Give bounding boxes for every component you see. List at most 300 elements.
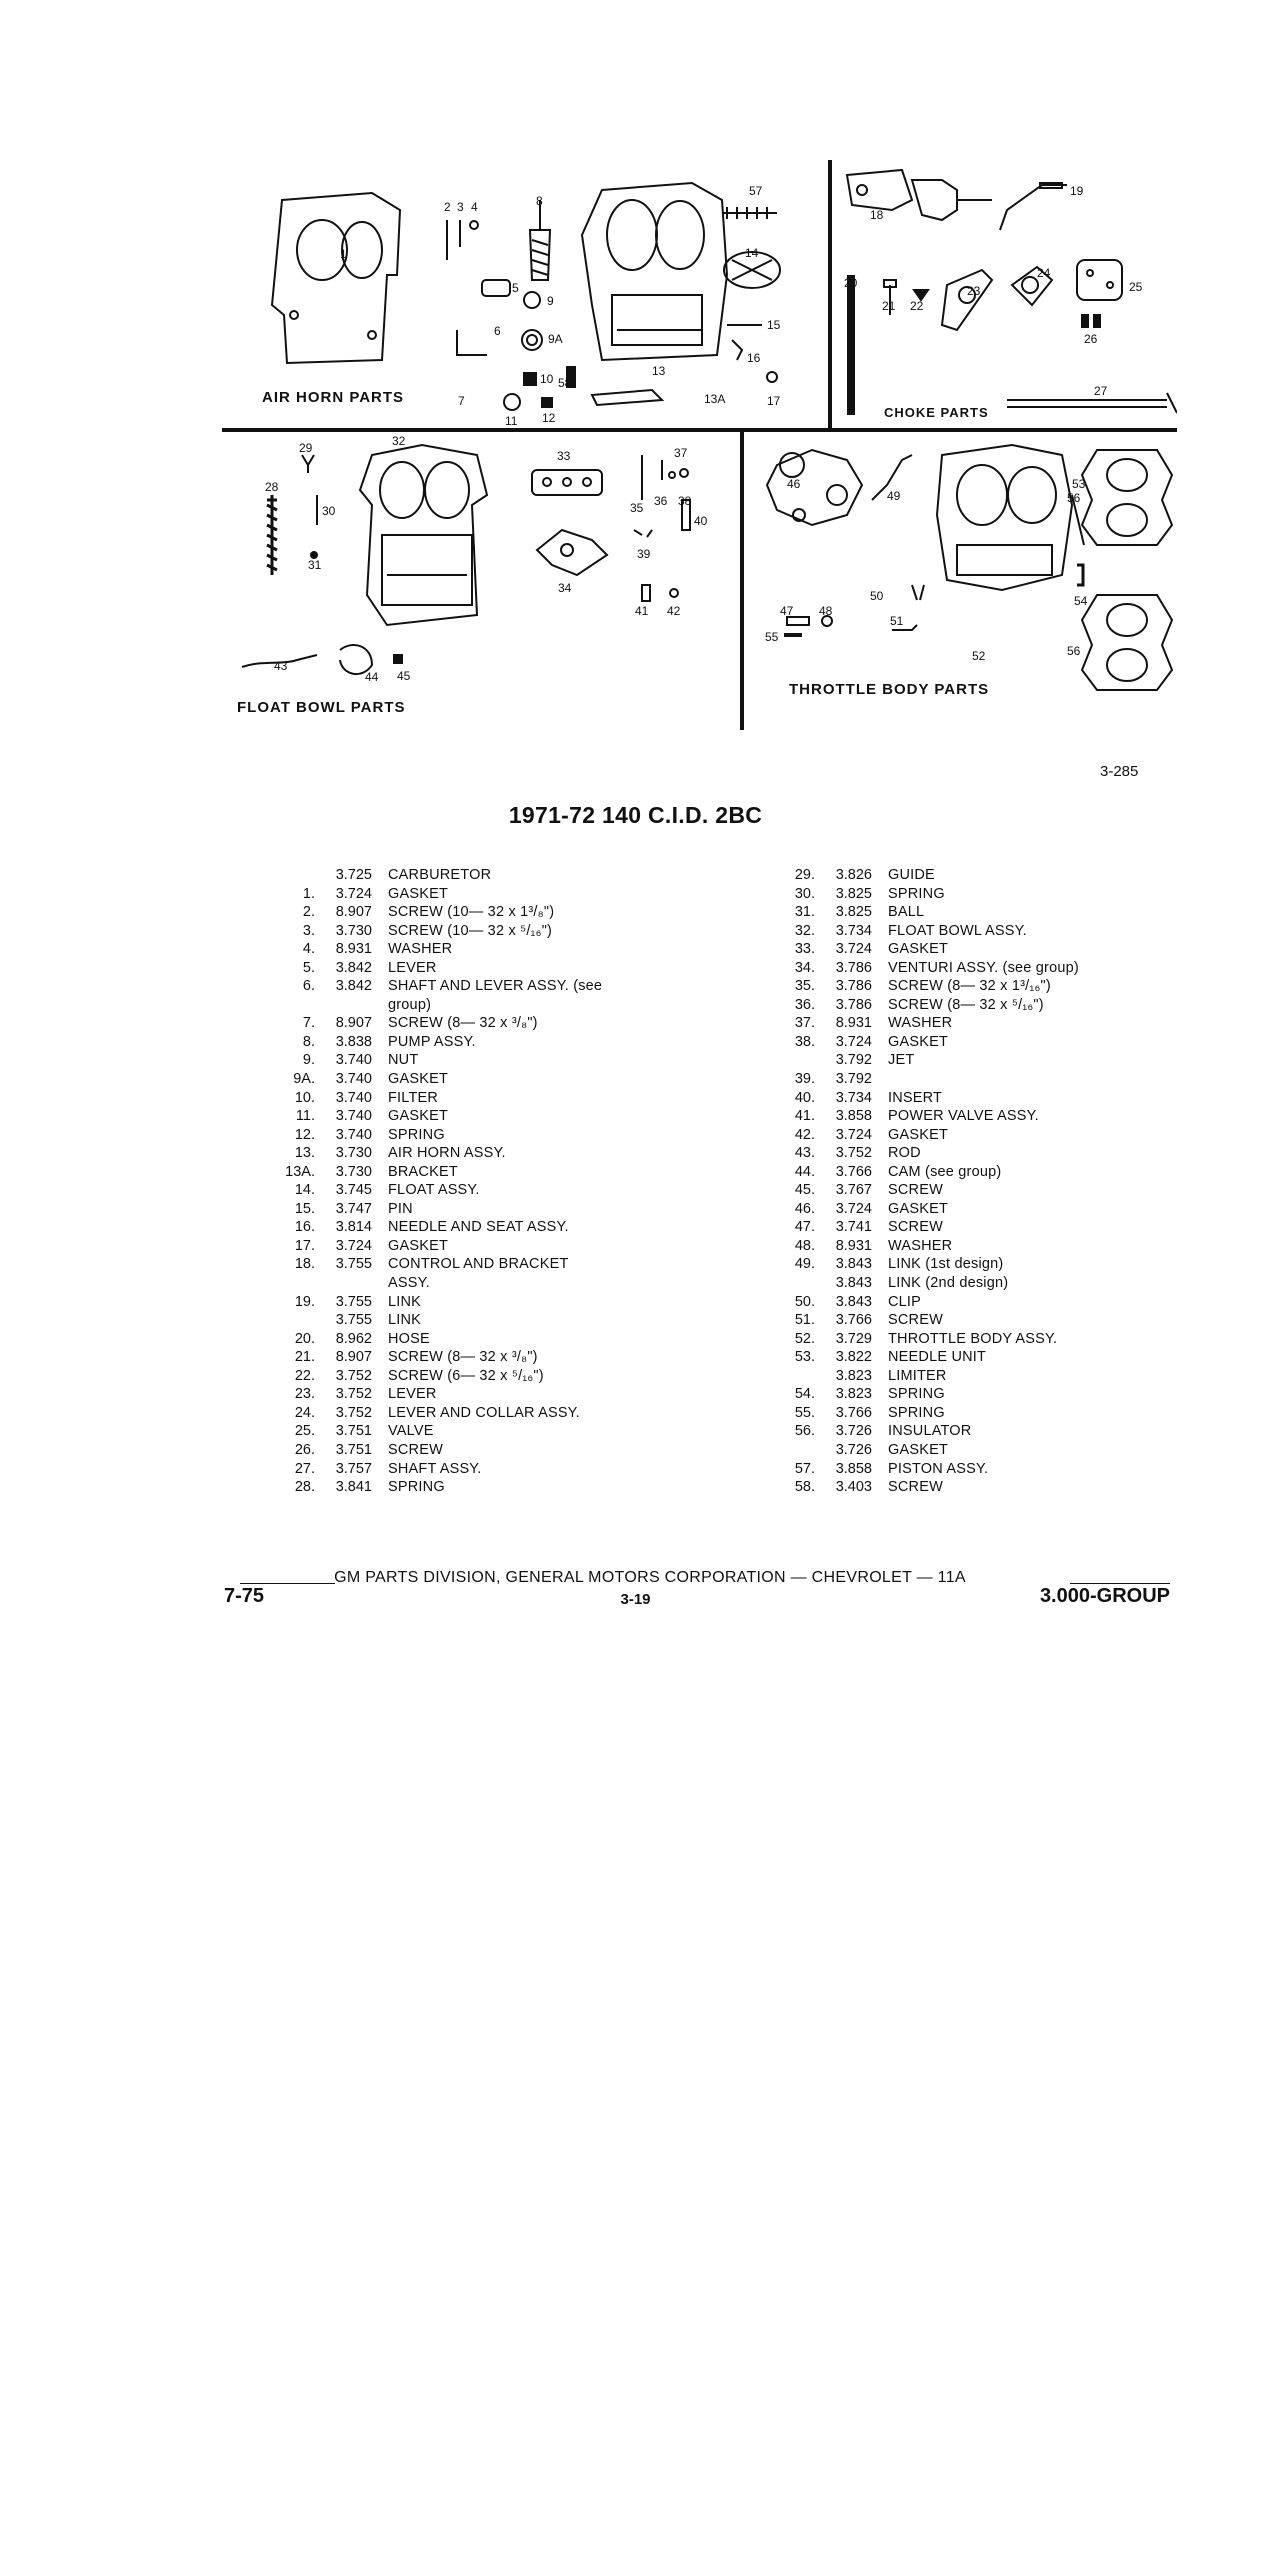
- svg-text:31: 31: [308, 558, 322, 572]
- part-number: [270, 996, 315, 1015]
- svg-text:40: 40: [694, 514, 708, 528]
- group-number: 3.724: [335, 1237, 372, 1254]
- svg-text:17: 17: [767, 394, 781, 408]
- svg-text:11: 11: [505, 414, 518, 428]
- group-number: 3.740: [335, 1108, 372, 1125]
- part-pump-8: [530, 200, 550, 280]
- parts-row: [770, 866, 1170, 885]
- parts-row: [270, 1367, 650, 1386]
- part-description: GASKET: [388, 1071, 449, 1088]
- group-number: 3.823: [835, 1367, 872, 1384]
- part-gasket-56b: [1082, 595, 1172, 690]
- part-number: 28.: [294, 1479, 315, 1496]
- part-number: 53.: [794, 1349, 815, 1366]
- part-number: 3.: [302, 922, 315, 939]
- group-number: 3.730: [335, 922, 372, 939]
- part-number: 22.: [294, 1367, 315, 1384]
- svg-text:22: 22: [910, 299, 924, 313]
- svg-text:51: 51: [890, 614, 904, 628]
- parts-row: [270, 1070, 650, 1089]
- parts-row: [270, 885, 650, 904]
- group-number: 3.740: [335, 1126, 372, 1143]
- part-description: WASHER: [888, 1015, 953, 1032]
- group-number: 3.725: [335, 867, 372, 883]
- parts-row: [770, 1051, 1170, 1070]
- part-description: GASKET: [388, 885, 449, 902]
- parts-row: [770, 1255, 1170, 1274]
- group-number: 3.747: [335, 1200, 372, 1217]
- group-number: 3.825: [835, 885, 872, 902]
- svg-text:41: 41: [635, 604, 649, 618]
- svg-text:26: 26: [1084, 332, 1098, 346]
- part-description: SHAFT AND LEVER ASSY. (see: [388, 978, 603, 995]
- part-description: INSULATOR: [888, 1423, 972, 1440]
- part-description: VALVE: [388, 1423, 434, 1440]
- svg-text:21: 21: [882, 299, 896, 313]
- part-description: SCREW (8— 32 x ³/₈"): [388, 1349, 538, 1366]
- parts-row: [270, 1200, 650, 1219]
- footer-group: 3.000-GROUP: [1039, 1585, 1170, 1607]
- parts-row: [770, 977, 1170, 996]
- parts-row: [770, 922, 1170, 941]
- svg-text:38: 38: [678, 494, 692, 508]
- svg-text:7: 7: [458, 394, 465, 408]
- parts-row: [770, 1274, 1170, 1293]
- part-number: 27.: [294, 1460, 315, 1477]
- part-description: FILTER: [388, 1089, 439, 1106]
- svg-text:2: 2: [444, 200, 451, 214]
- group-number: 3.858: [835, 1460, 872, 1477]
- group-number: 3.786: [835, 959, 872, 976]
- group-number: 3.842: [335, 959, 372, 976]
- group-number: 3.757: [335, 1460, 372, 1477]
- parts-row: [270, 1311, 650, 1330]
- group-number: 3.786: [835, 996, 872, 1013]
- part-number: 33.: [794, 941, 815, 958]
- svg-text:44: 44: [365, 670, 379, 684]
- parts-row: [270, 1385, 650, 1404]
- parts-row: [770, 1460, 1170, 1479]
- group-number: 3.752: [835, 1145, 872, 1162]
- part-number: [770, 1367, 815, 1386]
- part-description: GASKET: [388, 1108, 449, 1125]
- part-description: LIMITER: [888, 1367, 947, 1384]
- part-description: LINK (1st design): [888, 1256, 1004, 1273]
- parts-row: [270, 1478, 650, 1497]
- group-number: 3.766: [835, 1312, 872, 1329]
- part-number: 38.: [794, 1033, 815, 1050]
- part-gasket-46: [767, 450, 862, 525]
- svg-text:15: 15: [767, 318, 781, 332]
- part-number: 37.: [794, 1015, 815, 1032]
- parts-row: [270, 1089, 650, 1108]
- part-number: 52.: [794, 1330, 815, 1347]
- parts-row: [770, 1311, 1170, 1330]
- svg-text:29: 29: [299, 441, 313, 455]
- svg-text:9A: 9A: [548, 332, 563, 346]
- group-number: 3.752: [335, 1386, 372, 1403]
- svg-text:28: 28: [265, 480, 279, 494]
- part-number: 25.: [294, 1423, 315, 1440]
- part-description: ROD: [888, 1145, 921, 1162]
- parts-row: [270, 1107, 650, 1126]
- svg-text:49: 49: [887, 489, 901, 503]
- page-title: 1971-72 140 C.I.D. 2BC: [508, 802, 763, 828]
- group-number: 3.841: [335, 1479, 372, 1496]
- svg-text:3: 3: [457, 200, 464, 214]
- part-description: SPRING: [888, 885, 945, 902]
- part-number: 54.: [794, 1386, 815, 1403]
- group-number: [315, 996, 372, 1015]
- part-description: LINK: [388, 1293, 422, 1310]
- parts-list-left: [270, 866, 650, 1497]
- group-number: 3.792: [835, 1071, 872, 1088]
- part-insulator-56a: [1082, 450, 1172, 545]
- part-description: POWER VALVE ASSY.: [888, 1108, 1039, 1125]
- svg-text:25: 25: [1129, 280, 1143, 294]
- parts-row: [270, 1051, 650, 1070]
- part-number: 46.: [794, 1200, 815, 1217]
- part-gasket-1: [272, 193, 400, 363]
- svg-text:48: 48: [819, 604, 833, 618]
- part-number: 1.: [302, 885, 315, 902]
- section-air-horn: AIR HORN PARTS: [262, 389, 405, 406]
- exploded-parts-illustration: [222, 155, 1177, 735]
- part-number: 23.: [294, 1386, 315, 1403]
- group-number: 3.724: [335, 885, 372, 902]
- part-number: 7.: [302, 1015, 315, 1032]
- parts-row: [270, 1293, 650, 1312]
- part-description: SCREW: [888, 1182, 943, 1199]
- footer-publisher: GM PARTS DIVISION, GENERAL MOTORS CORPORATION — CHEVROLET — 11A: [334, 1569, 966, 1586]
- parts-row: [770, 1218, 1170, 1237]
- parts-row: [270, 1422, 650, 1441]
- svg-text:13: 13: [652, 364, 666, 378]
- part-description: FLOAT BOWL ASSY.: [888, 922, 1027, 939]
- section-choke: CHOKE PARTS: [884, 405, 989, 420]
- part-float-bowl-32: [360, 445, 487, 625]
- part-description: BALL: [888, 904, 925, 921]
- parts-list-right: [770, 866, 1170, 1497]
- part-number: 39.: [794, 1071, 815, 1088]
- part-description: SHAFT ASSY.: [388, 1460, 482, 1477]
- group-number: 3.767: [835, 1182, 872, 1199]
- group-number: 3.724: [835, 941, 872, 958]
- svg-text:32: 32: [392, 434, 406, 448]
- footer-page-number: 3-19: [620, 1591, 651, 1608]
- part-description: SCREW: [388, 1441, 443, 1458]
- svg-text:34: 34: [558, 581, 572, 595]
- group-number: 3.842: [335, 978, 372, 995]
- svg-text:56: 56: [1067, 644, 1081, 658]
- part-description: GUIDE: [888, 867, 935, 883]
- group-number: 3.786: [835, 978, 872, 995]
- part-description: LINK (2nd design): [888, 1275, 1009, 1292]
- part-number: 10.: [294, 1089, 315, 1106]
- svg-text:5: 5: [512, 281, 519, 295]
- svg-text:37: 37: [674, 446, 688, 460]
- part-number: 13.: [294, 1145, 315, 1162]
- part-description: THROTTLE BODY ASSY.: [888, 1330, 1058, 1347]
- parts-row: [270, 1404, 650, 1423]
- part-description: SCREW: [888, 1312, 943, 1329]
- part-description: SCREW (10— 32 x ⁵/₁₆"): [388, 922, 553, 939]
- group-number: 3.403: [835, 1479, 872, 1496]
- group-number: 3.726: [835, 1441, 872, 1458]
- part-number: 56.: [794, 1423, 815, 1440]
- part-description: LEVER AND COLLAR ASSY.: [388, 1404, 580, 1421]
- group-number: 3.730: [335, 1145, 372, 1162]
- group-number: 3.823: [835, 1386, 872, 1403]
- part-description: SPRING: [888, 1404, 945, 1421]
- group-number: 3.724: [835, 1033, 872, 1050]
- part-description: GASKET: [888, 1200, 949, 1217]
- svg-text:36: 36: [654, 494, 668, 508]
- part-description: SCREW (8— 32 x 1³/₁₆"): [888, 978, 1051, 995]
- part-number: 35.: [794, 978, 815, 995]
- group-number: 3.792: [835, 1052, 872, 1069]
- part-description: NEEDLE UNIT: [888, 1349, 987, 1366]
- group-number: 8.931: [835, 1015, 872, 1032]
- section-float-bowl: FLOAT BOWL PARTS: [237, 699, 406, 716]
- footer-date: 7-75: [224, 1585, 265, 1607]
- parts-row: [270, 1330, 650, 1349]
- group-number: 3.751: [335, 1423, 372, 1440]
- svg-text:47: 47: [780, 604, 794, 618]
- part-number: 49.: [794, 1256, 815, 1273]
- svg-text:16: 16: [747, 351, 761, 365]
- part-number: 20.: [294, 1330, 315, 1347]
- part-number: 31.: [794, 904, 815, 921]
- part-number: 47.: [794, 1219, 815, 1236]
- part-number: 40.: [794, 1089, 815, 1106]
- part-number: 24.: [294, 1404, 315, 1421]
- group-number: 3.740: [335, 1071, 372, 1088]
- parts-row: [770, 1385, 1170, 1404]
- part-description: CONTROL AND BRACKET: [388, 1256, 569, 1273]
- part-description: LEVER: [388, 959, 437, 976]
- parts-row: [270, 1033, 650, 1052]
- parts-row: [270, 1163, 650, 1182]
- parts-row: [770, 940, 1170, 959]
- svg-text:23: 23: [967, 284, 981, 298]
- part-description: NEEDLE AND SEAT ASSY.: [388, 1219, 569, 1236]
- part-number: 34.: [794, 959, 815, 976]
- group-number: 3.822: [835, 1349, 872, 1366]
- group-number: 3.858: [835, 1108, 872, 1125]
- parts-row: [770, 1163, 1170, 1182]
- part-description: CAM (see group): [888, 1163, 1002, 1180]
- parts-row: [770, 1404, 1170, 1423]
- group-number: 8.931: [835, 1237, 872, 1254]
- part-number: 5.: [302, 959, 315, 976]
- part-number: [770, 1274, 815, 1293]
- group-number: 3.751: [335, 1441, 372, 1458]
- part-description: VENTURI ASSY. (see group): [888, 959, 1079, 976]
- parts-row: [270, 1144, 650, 1163]
- parts-row: [270, 959, 650, 978]
- part-number: 48.: [794, 1237, 815, 1254]
- group-number: 8.962: [335, 1330, 372, 1347]
- svg-text:27: 27: [1094, 384, 1108, 398]
- part-number: 57.: [794, 1460, 815, 1477]
- parts-row: [770, 1014, 1170, 1033]
- group-number: 3.734: [835, 922, 872, 939]
- part-number: 18.: [294, 1256, 315, 1273]
- group-number: 8.907: [335, 904, 372, 921]
- part-control-18: [847, 170, 992, 220]
- parts-row: [270, 866, 650, 885]
- part-number: 9A.: [293, 1071, 315, 1088]
- svg-text:58: 58: [558, 376, 572, 390]
- group-number: [315, 1274, 372, 1293]
- part-description: CLIP: [888, 1293, 922, 1310]
- parts-row: [770, 1441, 1170, 1460]
- svg-text:10: 10: [540, 372, 554, 386]
- parts-row: [770, 1033, 1170, 1052]
- part-description: GASKET: [388, 1237, 449, 1254]
- part-description: SPRING: [388, 1126, 445, 1143]
- svg-text:56: 56: [1067, 491, 1081, 505]
- group-number: 3.752: [335, 1367, 372, 1384]
- part-description: SCREW (6— 32 x ⁵/₁₆"): [388, 1367, 544, 1384]
- part-number: 11.: [295, 1108, 315, 1125]
- svg-text:20: 20: [844, 276, 858, 290]
- part-description: [888, 1070, 1170, 1089]
- group-number: 3.826: [835, 867, 872, 883]
- part-description: PUMP ASSY.: [388, 1033, 476, 1050]
- part-number: [770, 1051, 815, 1070]
- part-number: 8.: [302, 1033, 315, 1050]
- svg-text:54: 54: [1074, 594, 1088, 608]
- parts-row: [770, 1181, 1170, 1200]
- part-number: 32.: [794, 922, 815, 939]
- part-number: 4.: [302, 941, 315, 958]
- group-number: 3.740: [335, 1052, 372, 1069]
- part-description: GASKET: [888, 1441, 949, 1458]
- parts-row: [770, 996, 1170, 1015]
- group-number: 3.741: [835, 1219, 872, 1236]
- parts-row: [270, 1460, 650, 1479]
- svg-text:57: 57: [749, 184, 763, 198]
- svg-text:4: 4: [471, 200, 478, 214]
- parts-row: [270, 1126, 650, 1145]
- svg-text:43: 43: [274, 659, 288, 673]
- svg-text:8: 8: [536, 194, 543, 208]
- svg-text:6: 6: [494, 324, 501, 338]
- group-number: 3.734: [835, 1089, 872, 1106]
- svg-text:42: 42: [667, 604, 681, 618]
- parts-row: [270, 1237, 650, 1256]
- parts-row: [270, 1441, 650, 1460]
- part-number: 41.: [794, 1108, 815, 1125]
- svg-text:55: 55: [765, 630, 779, 644]
- part-description: SCREW (8— 32 x ⁵/₁₆"): [888, 996, 1044, 1013]
- part-description: LINK: [388, 1312, 422, 1329]
- part-description: SCREW: [888, 1479, 943, 1496]
- parts-row: [770, 885, 1170, 904]
- parts-row: [770, 1237, 1170, 1256]
- parts-row: [770, 1348, 1170, 1367]
- parts-row: [770, 1422, 1170, 1441]
- part-number: [270, 1311, 315, 1330]
- part-description: BRACKET: [388, 1163, 458, 1180]
- part-number: 30.: [794, 885, 815, 902]
- part-number: [270, 866, 315, 885]
- group-number: 3.755: [335, 1256, 372, 1273]
- group-number: 8.907: [335, 1015, 372, 1032]
- svg-text:33: 33: [557, 449, 571, 463]
- parts-row: [270, 1274, 650, 1293]
- parts-row: [270, 1014, 650, 1033]
- svg-text:12: 12: [542, 411, 556, 425]
- part-number: 12.: [294, 1126, 315, 1143]
- part-description: GASKET: [888, 941, 949, 958]
- group-number: 3.730: [335, 1163, 372, 1180]
- svg-text:24: 24: [1037, 266, 1051, 280]
- group-number: 3.729: [835, 1330, 872, 1347]
- parts-row: [770, 1089, 1170, 1108]
- group-number: 8.907: [335, 1349, 372, 1366]
- part-description: NUT: [388, 1052, 419, 1069]
- svg-text:14: 14: [745, 246, 759, 260]
- part-description: GASKET: [888, 1126, 949, 1143]
- part-description: FLOAT ASSY.: [388, 1182, 480, 1199]
- part-number: 55.: [794, 1404, 815, 1421]
- parts-row: [770, 1107, 1170, 1126]
- part-description: WASHER: [388, 941, 453, 958]
- group-number: 3.843: [835, 1275, 872, 1292]
- group-number: 3.766: [835, 1163, 872, 1180]
- part-number: 13A.: [285, 1163, 315, 1180]
- group-number: 8.931: [335, 941, 372, 958]
- part-description: INSERT: [888, 1089, 943, 1106]
- parts-row: [770, 1200, 1170, 1219]
- parts-row: [270, 940, 650, 959]
- parts-row: [770, 1367, 1170, 1386]
- group-number: 3.814: [335, 1219, 372, 1236]
- part-number: 42.: [794, 1126, 815, 1143]
- svg-text:30: 30: [322, 504, 336, 518]
- svg-text:9: 9: [547, 294, 554, 308]
- svg-text:18: 18: [870, 208, 884, 222]
- parts-row: [270, 922, 650, 941]
- group-number: 3.838: [335, 1033, 372, 1050]
- parts-row: [770, 1293, 1170, 1312]
- part-description: SCREW (10— 32 x 1³/₈"): [388, 904, 555, 921]
- group-number: 3.740: [335, 1089, 372, 1106]
- parts-row: [770, 1144, 1170, 1163]
- part-description: SPRING: [888, 1386, 945, 1403]
- parts-row: [770, 903, 1170, 922]
- part-number: 16.: [294, 1219, 315, 1236]
- part-number: 45.: [794, 1182, 815, 1199]
- part-description: JET: [888, 1052, 915, 1069]
- part-number: 51.: [794, 1312, 815, 1329]
- parts-row: [770, 1070, 1170, 1089]
- group-number: 3.724: [835, 1126, 872, 1143]
- part-number: 14.: [294, 1182, 315, 1199]
- part-description: LEVER: [388, 1386, 437, 1403]
- part-description: WASHER: [888, 1237, 953, 1254]
- group-number: 3.724: [835, 1200, 872, 1217]
- svg-text:35: 35: [630, 501, 644, 515]
- part-description: SCREW: [888, 1219, 943, 1236]
- group-number: 3.755: [335, 1293, 372, 1310]
- parts-row: [270, 1255, 650, 1274]
- part-description: SCREW (8— 32 x ³/₈"): [388, 1015, 538, 1032]
- part-description: ASSY.: [388, 1275, 430, 1292]
